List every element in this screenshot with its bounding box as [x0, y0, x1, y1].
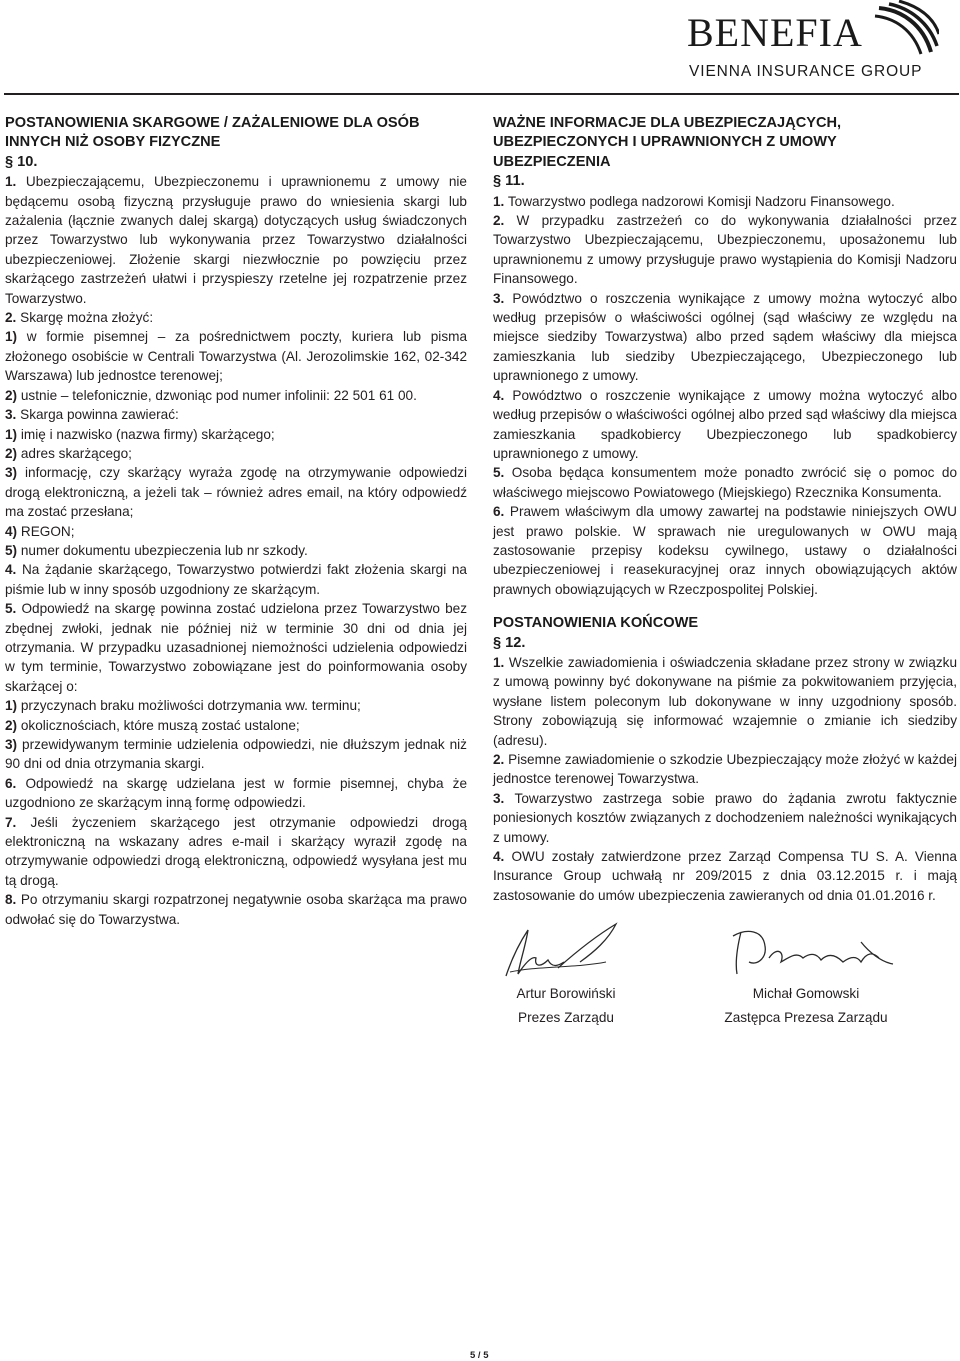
item-text: Prawem właściwym dla umowy zawartej na podstawie niniejszych OWU jest prawo polskie. W sprawach nie uregulowanych w OWU mają zastosowanie przepisy kodeksu cywilnego, ustawy o działalności ubezpieczeniowej i reasekuracyjnej oraz innych obowiązujących aktów prawnych obowiązujących w Rzeczpospolitej Polskiej.: [493, 504, 957, 597]
section-heading: POSTANOWIENIA SKARGOWE / ZAŻALENIOWE DLA OSÓB INNYCH NIŻ OSOBY FIZYCZNE: [5, 115, 420, 151]
item-number: 1): [5, 329, 18, 345]
item-number: 8.: [5, 892, 17, 908]
item-number: 2.: [5, 310, 17, 326]
item-number: 6.: [493, 504, 505, 520]
signatory-role: Prezes Zarządu: [518, 1010, 614, 1025]
item-number: 3.: [5, 407, 17, 423]
section-number: § 12.: [493, 634, 526, 651]
paragraph: [5, 522, 467, 541]
item-text: Powództwo o roszczenia wynikające z umowy można wytoczyć albo według przepisów o właściwości ogólnej (sąd właściwy ze względu na miejsce siedziby Towarzystwa) albo przed sądem właściwy dla miejsca zamieszkania lub siedziby Ubezpieczającego, Ubezpieczonego lub uprawnionego z umowy.: [493, 290, 958, 384]
item-number: 4.: [493, 849, 505, 865]
signature-block: [706, 922, 906, 1030]
paragraph: [493, 750, 957, 789]
company-logo: [678, 0, 958, 86]
item-text: Pisemne zawiadomienie o szkodzie Ubezpieczający może złożyć w każdej jednostce terenowej Towarzystwa.: [493, 752, 958, 787]
paragraph: [5, 308, 467, 327]
item-text: Odpowiedź na skargę powinna zostać udzielona przez Towarzystwo bez zbędnej zwłoki, jednak nie później niż w terminie 30 dni od dnia jej otrzymania. W przypadku uzasadnionej niemożności udzielenia odpowiedzi w tym terminie, Towarzystwo zobowiązane jest do poinformowania osoby skarżącej o:: [5, 601, 467, 694]
item-number: 2.: [493, 213, 505, 229]
paragraph: [5, 405, 467, 424]
item-number: 2): [5, 717, 18, 733]
paragraph: [493, 211, 957, 289]
item-number: 5): [5, 542, 18, 558]
item-number: 1.: [5, 174, 17, 190]
item-text: OWU zostały zatwierdzone przez Zarząd Compensa TU S. A. Vienna Insurance Group uchwałą nr 209/2015 z dnia 03.12.2015 r. i mają zastosowanie do umów ubezpieczenia zawieranych od dnia 01.01.2016 r.: [493, 849, 957, 903]
item-number: 4.: [5, 562, 17, 578]
paragraph: [493, 847, 957, 905]
paragraph: [5, 890, 467, 929]
item-text: w formie pisemnej – za pośrednictwem poczty, kuriera lub pisma złożonego osobiście w Centrali Towarzystwa (Al. Jerozolimskie 162, 02-342 Warszawa) lub jednostce terenowej;: [5, 329, 468, 384]
paragraph: [493, 386, 957, 464]
item-text: ustnie – telefonicznie, dzwoniąc pod numer infolinii: 22 501 61 00.: [20, 387, 417, 403]
paragraph: [493, 789, 957, 847]
item-text: Towarzystwo podlega nadzorowi Komisji Nadzoru Finansowego.: [507, 193, 895, 209]
section-heading: POSTANOWIENIA KOŃCOWE: [493, 615, 699, 632]
item-text: Wszelkie zawiadomienia i oświadczenia składane przez strony w związku z umową powinny być dokonywane na piśmie za pokwitowaniem przyjęcia, wysłane listem poleconym lub dokonywane w inny uzgodniony sposób. Strony zobowiązują się informować wzajemnie o zmianie ich siedziby (adresu).: [493, 654, 957, 748]
item-text: numer dokumentu ubezpieczenia lub nr szkody.: [20, 542, 308, 558]
signatory-role: Zastępca Prezesa Zarządu: [724, 1010, 888, 1025]
paragraph: [5, 172, 467, 308]
item-text: Na żądanie skarżącego, Towarzystwo potwierdzi fakt złożenia skargi na piśmie lub w inny sposób uzgodniony ze skarżącym.: [5, 562, 467, 597]
paragraph: [5, 425, 467, 444]
signatory-name: Michał Gomowski: [752, 986, 860, 1001]
signature-image: [496, 922, 636, 982]
item-number: 4): [5, 523, 18, 539]
item-text: Skargę można złożyć:: [20, 310, 154, 326]
right-paragraphs: [493, 192, 957, 600]
paragraph: [5, 560, 467, 599]
item-number: 2.: [493, 752, 505, 767]
item-text: Powództwo o roszczenie wynikające z umowy można wytoczyć albo według przepisów o właściwości ogólnej albo przed sąd właściwy dla miejsca zamieszkania spadkobiercy Ubezpieczonego lub spadkobiercy uprawnionego z umowy.: [493, 387, 958, 461]
item-number: 7.: [5, 814, 17, 830]
left-paragraphs: [5, 172, 467, 929]
item-number: 2): [5, 387, 18, 403]
brand-name: BENEFIA: [687, 10, 863, 55]
item-text: Jeśli życzeniem skarżącego jest otrzymanie odpowiedzi drogą elektroniczną na wskazany adres e-mail i skarżący wyraził zgodę na otrzymywanie odpowiedzi drogą elektroniczną, odpowiedź wysyłana jest mu tą drogą.: [5, 814, 467, 888]
left-column: [5, 114, 467, 929]
section-number: § 11.: [493, 173, 525, 190]
paragraph: [493, 192, 957, 211]
item-text: Osoba będąca konsumentem może ponadto zwrócić się o pomoc do właściwego miejscowo Powiatowego (Miejskiego) Rzecznika Konsumenta.: [493, 465, 958, 500]
item-text: REGON;: [20, 523, 75, 539]
paragraph: [5, 716, 467, 735]
paragraph: [5, 444, 467, 463]
paragraph: [5, 386, 467, 405]
item-number: 1.: [493, 193, 505, 209]
item-number: 5.: [493, 465, 505, 481]
paragraph: [5, 813, 467, 891]
paragraph: [5, 774, 467, 813]
item-text: Ubezpieczającemu, Ubezpieczonemu i uprawnionemu z umowy nie będącemu osobą fizyczną przysługuje prawo do wniesienia skargi lub zażalenia (łącznie zwanych dalej skargą) dotyczących usług świadczonych przez Towarzystwo lub wykonywania przez Towarzystwo działalności ubezpieczeniowej. Złożenie skargi niezwłocznie po powzięciu przez skarżącego zastrzeżeń ułatwi i przyspieszy rzetelne jej rozpatrzenie przez Towarzystwo.: [5, 174, 467, 306]
paragraph: [5, 599, 467, 696]
paragraph: [5, 735, 467, 774]
item-number: 1): [5, 426, 18, 442]
right-paragraphs-final: [493, 653, 957, 905]
item-number: 4.: [493, 387, 505, 403]
paragraph: [493, 463, 957, 502]
signature-image: [711, 922, 901, 982]
item-number: 2): [5, 445, 18, 461]
item-text: imię i nazwisko (nazwa firmy) skarżącego;: [20, 426, 275, 442]
section-heading: WAŻNE INFORMACJE DLA UBEZPIECZAJĄCYCH, UBEZPIECZONYCH I UPRAWNIONYCH Z UMOWY UBEZPIECZENIA: [493, 115, 842, 170]
item-text: przyczynach braku możliwości dotrzymania ww. terminu;: [20, 698, 361, 714]
signature-block: [492, 922, 640, 1030]
item-text: W przypadku zastrzeżeń co do wykonywania działalności przez Towarzystwo Ubezpieczającemu, Ubezpieczonemu, uposażonemu lub uprawnionemu z umowy przysługuje prawo wystąpienia do Komisji Nadzoru Finansowego.: [493, 213, 957, 287]
item-number: 3): [5, 737, 18, 752]
item-number: 3.: [493, 790, 505, 806]
item-number: 1): [5, 698, 18, 714]
paragraph: [493, 289, 957, 386]
item-text: Odpowiedź na skargę udzielana jest w formie pisemnej, chyba że uzgodniono ze skarżącym inną formę odpowiedzi.: [5, 775, 468, 811]
paragraph: [5, 463, 467, 521]
item-number: 5.: [5, 601, 17, 617]
paragraph: [5, 327, 467, 385]
item-text: przewidywanym terminie udzielenia odpowiedzi, nie dłuższym jednak niż 90 dni od dnia otrzymania skargi.: [5, 737, 467, 772]
item-text: okolicznościach, które muszą zostać ustalone;: [20, 717, 300, 733]
item-text: Towarzystwo zastrzega sobie prawo do żądania zwrotu faktycznie poniesionych kosztów związanych z dochodzeniem należności wynikających z umowy.: [493, 790, 958, 845]
paragraph: [5, 541, 467, 560]
item-text: informację, czy skarżący wyraża zgodę na otrzymywanie odpowiedzi drogą elektroniczną, a jeżeli tak – również adres email, na który odpowiedź ma zostać przesłana;: [5, 465, 467, 520]
item-number: 3.: [493, 290, 505, 306]
swoosh-icon: [873, 0, 939, 56]
item-number: 3): [5, 465, 18, 481]
page-number: 5 / 5: [470, 1350, 489, 1361]
item-text: Skarga powinna zawierać:: [20, 407, 179, 423]
brand-subtitle: VIENNA INSURANCE GROUP: [689, 63, 923, 80]
item-text: Po otrzymaniu skargi rozpatrzonej negatywnie osoba skarżąca ma prawo odwołać się do Towarzystwa.: [5, 892, 467, 927]
paragraph: [493, 502, 957, 599]
item-number: 6.: [5, 775, 17, 791]
item-number: 1.: [493, 654, 505, 670]
right-column: [493, 114, 957, 905]
paragraph: [5, 696, 467, 715]
item-text: adres skarżącego;: [20, 445, 132, 461]
signatory-name: Artur Borowiński: [516, 986, 616, 1001]
paragraph: [493, 653, 957, 750]
header-divider: [4, 93, 959, 95]
section-number: § 10.: [5, 153, 38, 170]
